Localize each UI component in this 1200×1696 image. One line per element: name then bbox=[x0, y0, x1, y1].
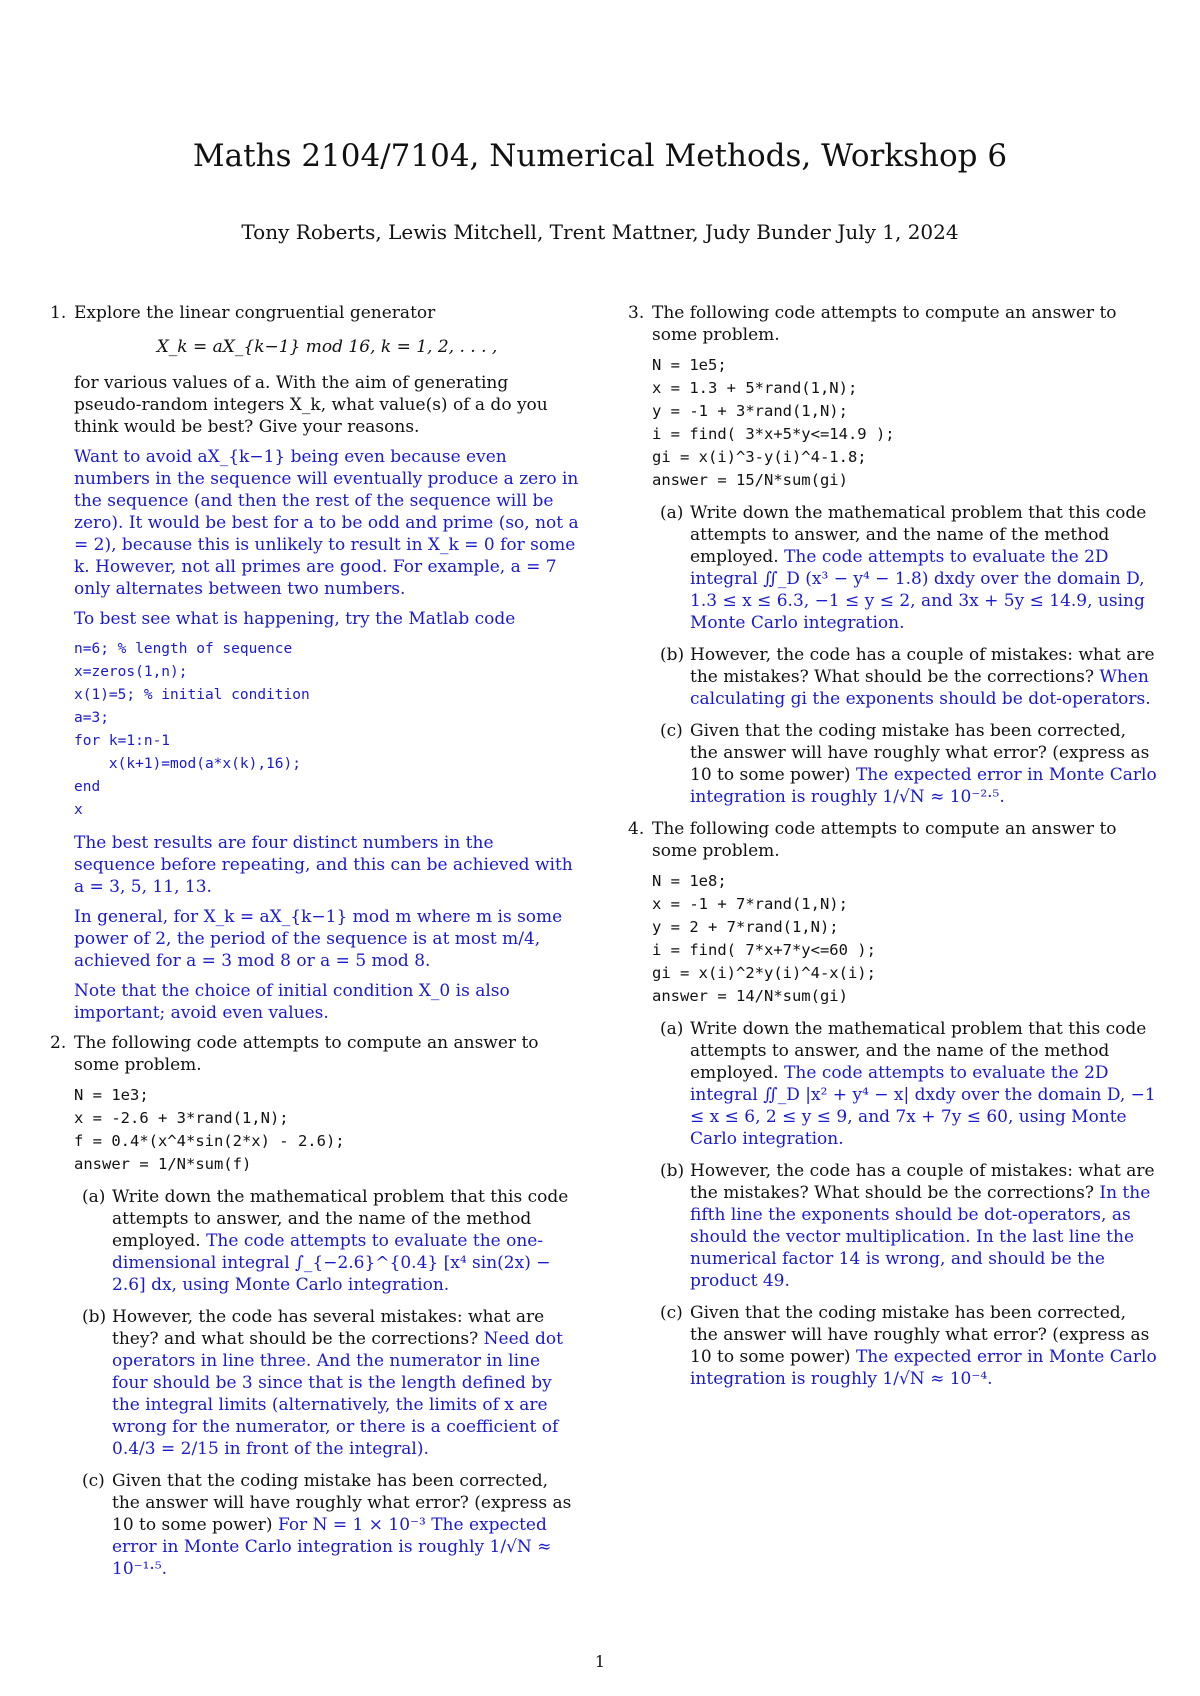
subquestion-text: However, the code has several mistakes: what are they? and what should be the corrections? bbox=[112, 1307, 545, 1349]
question-number: 1. bbox=[50, 303, 67, 323]
answer-text: Note that the choice of initial condition X_0 is also important; avoid even values. bbox=[74, 981, 510, 1023]
subquestion-label: (b) bbox=[660, 1161, 685, 1181]
answer-text: The expected error in Monte Carlo integration is roughly 1/√N ≈ 10⁻²·⁵. bbox=[690, 765, 1157, 807]
question-number: 4. bbox=[628, 819, 645, 839]
question-4 bbox=[628, 818, 1158, 1390]
answer-text: To best see what is happening, try the Matlab code bbox=[74, 609, 516, 629]
subquestion-c bbox=[74, 1470, 580, 1580]
answer-text: When calculating gi the exponents should be dot-operators. bbox=[690, 667, 1151, 709]
answer-text: The code attempts to evaluate the 2D integral ∬_D (x³ − y⁴ − 1.8) dxdy over the domain D, 1.3 ≤ x ≤ 6.3, −1 ≤ y ≤ 2, and 3x + 5y ≤ 14.9, using Monte Carlo integration. bbox=[690, 547, 1145, 633]
subquestion-c bbox=[652, 720, 1158, 808]
code-block: N = 1e8; x = -1 + 7*rand(1,N); y = 2 + 7*rand(1,N); i = find( 7*x+7*y<=60 ); gi = x(i)^2*y(i)^4-x(i); answer = 14/N*sum(gi) bbox=[652, 872, 876, 1005]
subquestion-label: (c) bbox=[82, 1471, 105, 1491]
answer-text: In the fifth line the exponents should be dot-operators, as should the vector multiplication. In the last line the numerical factor 14 is wrong, and should be the product 49. bbox=[690, 1183, 1151, 1291]
left-column bbox=[50, 302, 580, 1590]
subquestion-text: Write down the mathematical problem that this code attempts to answer, and the name of the method employed. bbox=[112, 1187, 569, 1251]
code-block: N = 1e5; x = 1.3 + 5*rand(1,N); y = -1 + 3*rand(1,N); i = find( 3*x+5*y<=14.9 ); gi = x(i)^3-y(i)^4-1.8; answer = 15/N*sum(gi) bbox=[652, 356, 895, 489]
subquestion-label: (c) bbox=[660, 721, 683, 741]
answer-text: For N = 1 × 10⁻³ The expected error in Monte Carlo integration is roughly 1/√N ≈ 10⁻¹·⁵. bbox=[112, 1515, 552, 1579]
answer-text: Need dot operators in line three. And the numerator in line four should be 3 since that is the length defined by the integral limits (alternatively, the limits of x are wrong for the numerator, or there is a coefficient of 0.4/3 = 2/15 in front of the integral). bbox=[112, 1329, 563, 1459]
page-number: 1 bbox=[594, 1652, 606, 1671]
subquestion-c bbox=[652, 1302, 1158, 1390]
subquestion-text: However, the code has a couple of mistakes: what are the mistakes? What should be the corrections? bbox=[690, 645, 1155, 687]
subquestion-a bbox=[74, 1186, 580, 1296]
subquestion-label: (a) bbox=[82, 1187, 106, 1207]
question-number: 2. bbox=[50, 1033, 67, 1053]
answer-text: The expected error in Monte Carlo integration is roughly 1/√N ≈ 10⁻⁴. bbox=[690, 1347, 1157, 1389]
question-intro: Explore the linear congruential generator bbox=[74, 303, 436, 323]
answer-text: The code attempts to evaluate the 2D integral ∬_D |x² + y⁴ − x| dxdy over the domain D, −1 ≤ x ≤ 6, 2 ≤ y ≤ 9, and 7x + 7y ≤ 60, using Monte Carlo integration. bbox=[690, 1063, 1156, 1149]
code-block: N = 1e3; x = -2.6 + 3*rand(1,N); f = 0.4*(x^4*sin(2*x) - 2.6); answer = 1/N*sum(f) bbox=[74, 1086, 345, 1173]
subquestion-label: (b) bbox=[660, 645, 685, 665]
question-intro: The following code attempts to compute an answer to some problem. bbox=[652, 303, 1117, 345]
answer-text: Want to avoid aX_{k−1} being even because even numbers in the sequence will eventually produce a zero in the sequence (and then the rest of the sequence will be zero). It would be best for a to be odd and prime (so, not a = 2), because this is unlikely to result in X_k = 0 for some k. However, not all primes are good. For example, a = 7 only alternates between two numbers. bbox=[74, 447, 579, 599]
answer-text: In general, for X_k = aX_{k−1} mod m where m is some power of 2, the period of the sequence is at most m/4, achieved for a = 3 mod 8 or a = 5 mod 8. bbox=[74, 907, 563, 971]
subquestion-b bbox=[74, 1306, 580, 1460]
subquestion-text: Given that the coding mistake has been corrected, the answer will have roughly what error? (express as 10 to some power) bbox=[690, 1303, 1150, 1367]
subquestion-b bbox=[652, 1160, 1158, 1292]
subquestion-text: Given that the coding mistake has been corrected, the answer will have roughly what error? (express as 10 to some power) bbox=[112, 1471, 572, 1535]
question-1 bbox=[50, 302, 580, 1024]
question-2 bbox=[50, 1032, 580, 1580]
subquestion-a bbox=[652, 502, 1158, 634]
answer-text: The best results are four distinct numbers in the sequence before repeating, and this can be achieved with a = 3, 5, 11, 13. bbox=[74, 833, 573, 897]
right-column bbox=[628, 302, 1158, 1400]
answer-text: The code attempts to evaluate the one-dimensional integral ∫_{−2.6}^{0.4} [x⁴ sin(2x) − 2.6] dx, using Monte Carlo integration. bbox=[112, 1231, 551, 1295]
subquestion-label: (a) bbox=[660, 503, 684, 523]
question-intro: The following code attempts to compute an answer to some problem. bbox=[74, 1033, 539, 1075]
question-3 bbox=[628, 302, 1158, 808]
subquestion-text: Given that the coding mistake has been corrected, the answer will have roughly what error? (express as 10 to some power) bbox=[690, 721, 1150, 785]
page-title: Maths 2104/7104, Numerical Methods, Workshop 6 bbox=[192, 138, 1008, 174]
subquestion-label: (a) bbox=[660, 1019, 684, 1039]
subquestion-label: (b) bbox=[82, 1307, 107, 1327]
subquestion-b bbox=[652, 644, 1158, 710]
subquestion-text: Write down the mathematical problem that this code attempts to answer, and the name of the method employed. bbox=[690, 503, 1147, 567]
question-text: for various values of a. With the aim of generating pseudo-random integers X_k, what value(s) of a do you think would be best? Give your reasons. bbox=[74, 373, 548, 437]
subquestion-a bbox=[652, 1018, 1158, 1150]
equation: X_k = aX_{k−1} mod 16, k = 1, 2, . . . , bbox=[156, 337, 498, 357]
subquestion-text: Write down the mathematical problem that this code attempts to answer, and the name of the method employed. bbox=[690, 1019, 1147, 1083]
subquestion-label: (c) bbox=[660, 1303, 683, 1323]
authors-line: Tony Roberts, Lewis Mitchell, Trent Mattner, Judy Bunder July 1, 2024 bbox=[241, 220, 959, 244]
answer-code-block: n=6; % length of sequence x=zeros(1,n); x(1)=5; % initial condition a=3; for k=1:n-1 x(k+1)=mod(a*x(k),16); end x bbox=[74, 641, 310, 818]
question-number: 3. bbox=[628, 303, 645, 323]
subquestion-text: However, the code has a couple of mistakes: what are the mistakes? What should be the corrections? bbox=[690, 1161, 1155, 1203]
question-intro: The following code attempts to compute an answer to some problem. bbox=[652, 819, 1117, 861]
